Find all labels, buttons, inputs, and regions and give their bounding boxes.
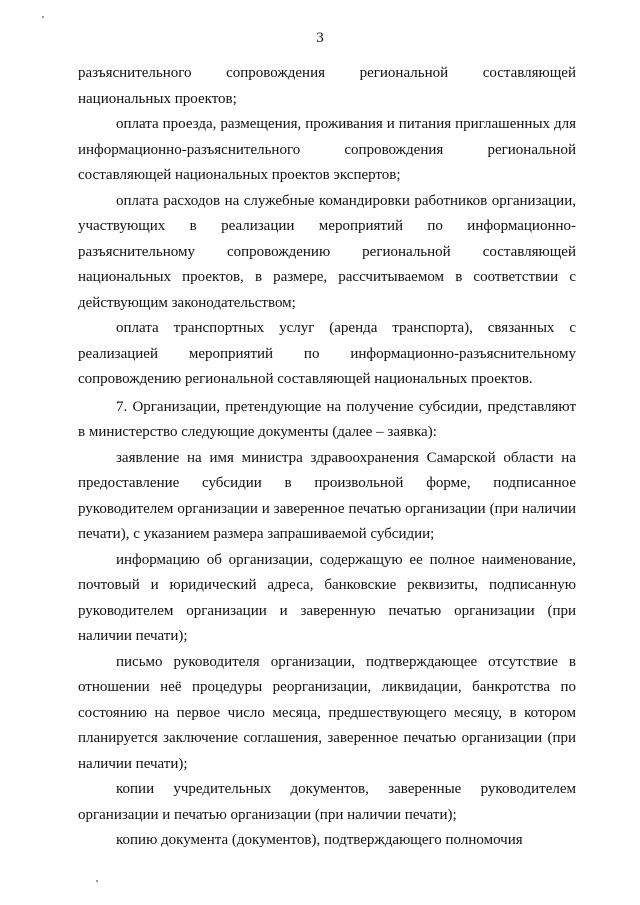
paragraph-transport: оплата транспортных услуг (аренда транспорта), связанных с реализацией мероприятий по информационно-разъяснительному сопровождению региональной составляющей национальных проектов. xyxy=(78,320,576,387)
paragraph-continuation: разъяснительного сопровождения региональной составляющей национальных проектов; xyxy=(78,65,576,107)
paragraph-org-info: информацию об организации, содержащую ее полное наименование, почтовый и юридический адреса, банковские реквизиты, подписанную руководителем организации и заверенную печатью организации (при наличии печати); xyxy=(78,551,576,644)
paragraph-business-trips: оплата расходов на служебные командировки работников организации, участвующих в реализации мероприятий по информационно-разъяснительному сопровождению региональной составляющей национальных проектов, в размере, рассчитываемом в соответствии с действующим законодательством; xyxy=(78,192,576,311)
paragraph-charter-copies: копии учредительных документов, заверенные руководителем организации и печатью организации (при наличии печати); xyxy=(78,781,576,823)
scan-speck xyxy=(96,880,98,882)
paragraph-authority-copy: копию документа (документов), подтверждающего полномочия xyxy=(116,832,523,848)
page-number: 3 xyxy=(316,30,324,46)
scan-speck xyxy=(42,16,44,18)
paragraph-letter: письмо руководителя организации, подтверждающее отсутствие в отношении неё процедуры реорганизации, ликвидации, банкротства по состоянию на первое число месяца, предшествующего месяцу, в котором планируется заключение соглашения, заверенное печатью организации (при наличии печати); xyxy=(78,653,576,772)
document-body xyxy=(78,61,576,854)
paragraph-item-7: 7. Организации, претендующие на получение субсидии, представляют в министерство следующие документы (далее – заявка): xyxy=(78,398,576,440)
paragraph-application: заявление на имя министра здравоохранения Самарской области на предоставление субсидии в произвольной форме, подписанное руководителем организации и заверенное печатью организации (при наличии печати), с указанием размера запрашиваемой субсидии; xyxy=(78,449,576,542)
paragraph-expert-travel: оплата проезда, размещения, проживания и питания приглашенных для информационно-разъяснительного сопровождения региональной составляющей национальных проектов экспертов; xyxy=(78,116,576,183)
